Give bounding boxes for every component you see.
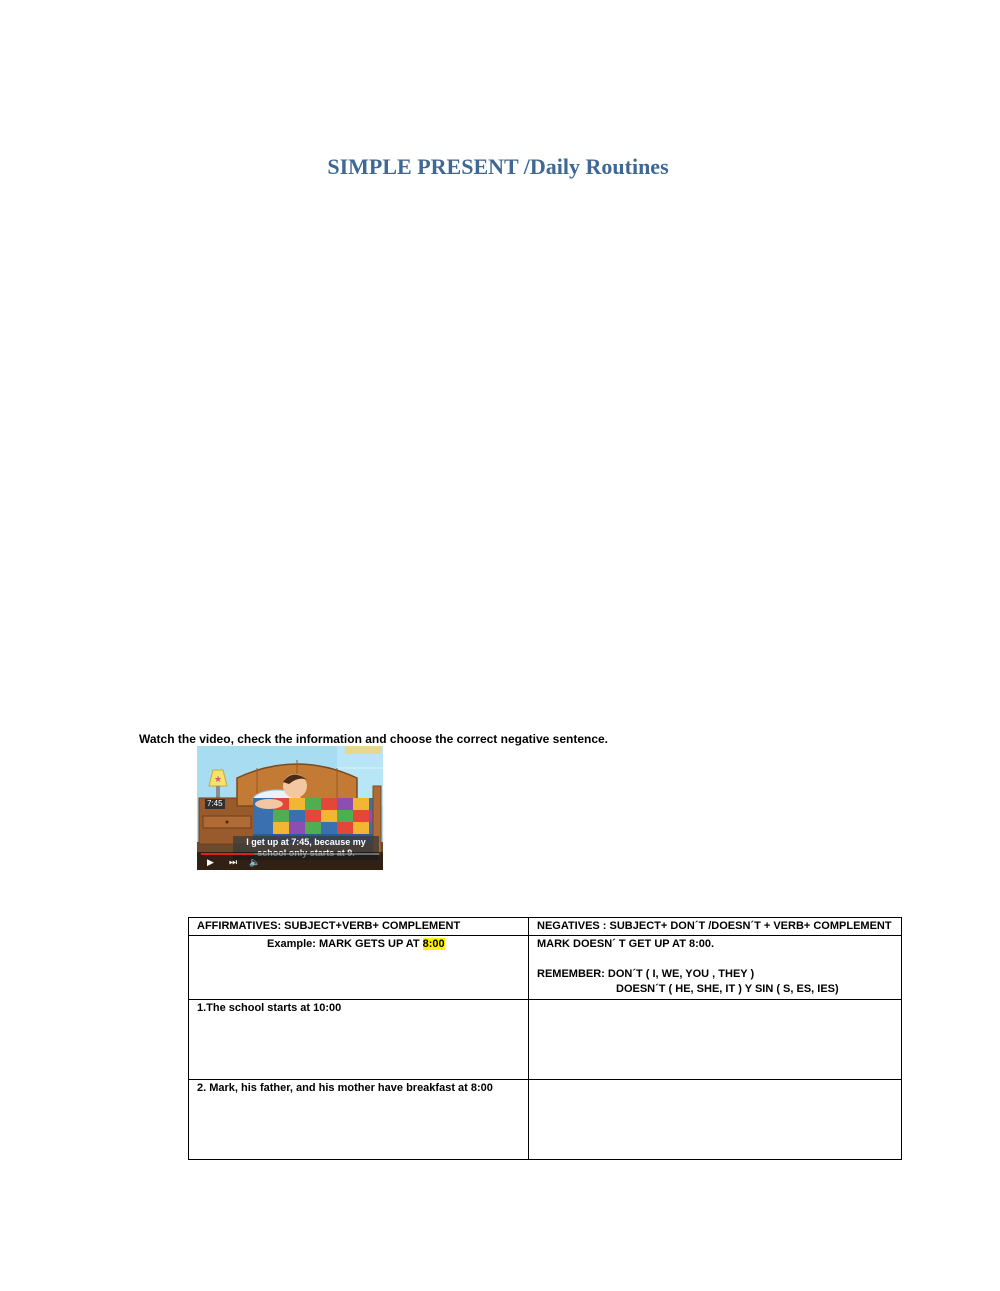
example-affirmative [189,936,529,1000]
next-icon[interactable]: ⏭ [229,857,238,867]
video-thumbnail[interactable] [197,746,383,870]
table-row [189,1000,902,1080]
negative-answer-cell-2[interactable] [529,1080,902,1160]
subtitle-line-1: I get up at 7:45, because my [246,837,366,847]
instruction-text: Watch the video, check the information and choose the correct negative sentence. [139,732,609,746]
video-progress-fill [201,853,254,855]
play-icon[interactable]: ▶ [207,857,214,867]
clock-label: 7:45 [207,799,223,808]
example-highlight: 8:00 [422,938,445,950]
table-header-row [189,918,902,936]
svg-text:★: ★ [214,775,223,785]
page-title: SIMPLE PRESENT /Daily Routines [327,154,669,179]
affirmative-cell-2: 2. Mark, his father, and his mother have breakfast at 8:00 [189,1080,529,1160]
table-example-row [189,936,902,1000]
video-progress-bar[interactable] [201,853,379,855]
example-negative: MARK DOESN´ T GET UP AT 8:00. [537,938,715,950]
table-row [189,1080,902,1160]
negative-answer-cell-1[interactable] [529,1000,902,1080]
header-affirmatives: AFFIRMATIVES: SUBJECT+VERB+ COMPLEMENT [189,918,529,936]
grammar-table [188,917,902,1160]
affirmative-cell-1: 1.The school starts at 10:00 [189,1000,529,1080]
header-negatives: NEGATIVES : SUBJECT+ DON´T /DOESN´T + VERB+ COMPLEMENT [529,918,902,936]
example-negative-cell [529,936,902,1000]
volume-icon[interactable]: 🔈 [249,857,261,867]
video-controls [197,852,383,870]
remember-line-1: REMEMBER: DON´T ( I, WE, YOU , THEY ) [537,968,755,980]
remember-line-2: DOESN´T ( HE, SHE, IT ) Y SIN ( S, ES, IES) [616,983,839,995]
example-prefix: Example: MARK GETS UP AT [267,938,423,950]
